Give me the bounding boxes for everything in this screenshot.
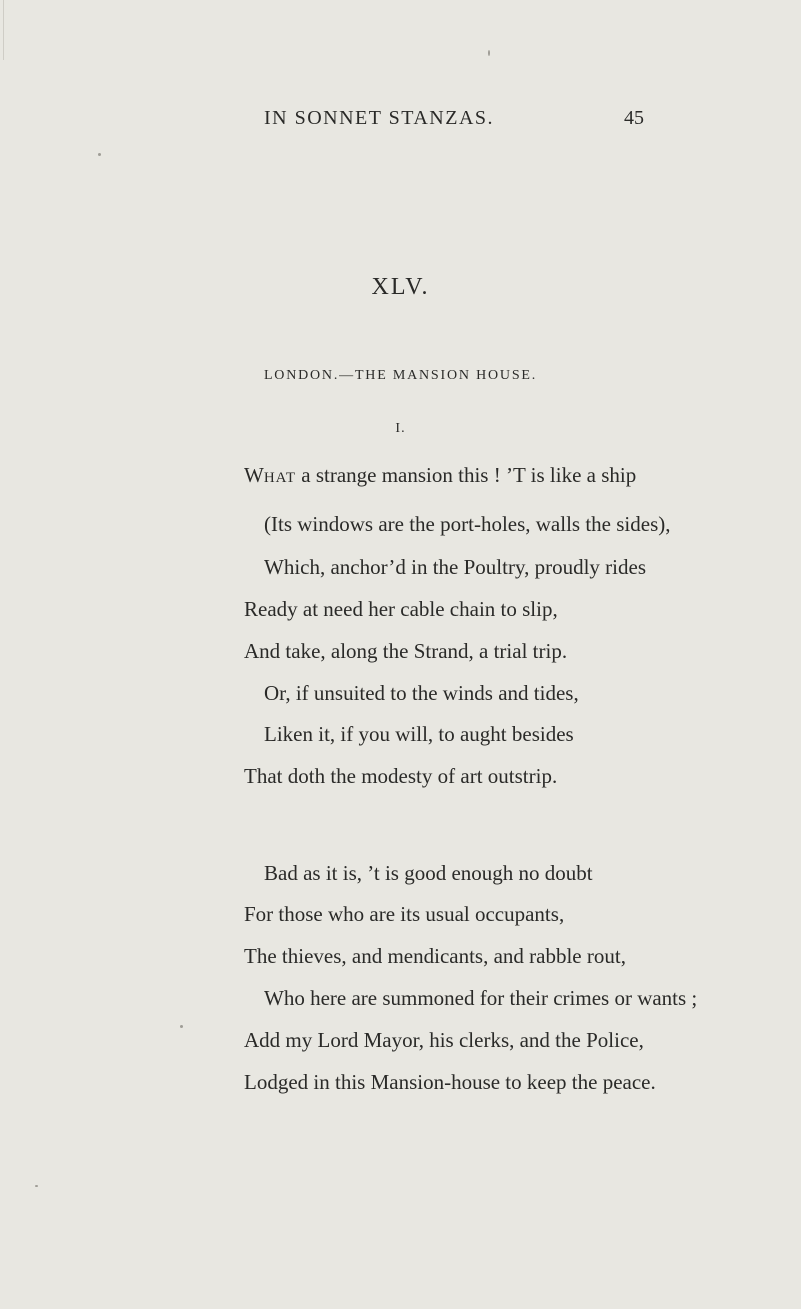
poem-line-3: Which, anchor’d in the Poultry, proudly rides: [264, 555, 646, 579]
running-head: [0, 107, 801, 137]
poem-line-5: And take, along the Strand, a trial trip.: [244, 639, 568, 663]
poem-line-6: Or, if unsuited to the winds and tides,: [264, 681, 579, 705]
smallcap-word: HAT: [263, 470, 296, 486]
paper-speck: [180, 1025, 183, 1028]
running-title: IN SONNET STANZAS.: [264, 107, 495, 129]
paper-speck: [488, 50, 490, 56]
sonnet-title: LONDON.—THE MANSION HOUSE.: [263, 368, 538, 383]
poem-line-2: (Its windows are the port-holes, walls the sides),: [264, 512, 671, 536]
poem-line-14: Lodged in this Mansion-house to keep the peace.: [244, 1070, 656, 1094]
paper-speck: [35, 1185, 38, 1187]
page-number: 45: [624, 107, 644, 129]
poem-line-1: [244, 463, 636, 488]
poem-line-8: That doth the modesty of art outstrip.: [244, 764, 558, 788]
drop-initial: W: [244, 463, 264, 487]
first-line-rest: a strange mansion this ! ’T is like a ship: [296, 463, 637, 487]
poem-line-12: Who here are summoned for their crimes or wants ;: [264, 986, 698, 1010]
page-edge-line: [3, 0, 4, 60]
part-number: I.: [395, 421, 406, 436]
sonnet-number: XLV.: [371, 274, 430, 300]
paper-speck: [98, 153, 101, 156]
poem-line-4: Ready at need her cable chain to slip,: [244, 597, 558, 621]
poem-line-11: The thieves, and mendicants, and rabble rout,: [244, 944, 626, 968]
poem-line-10: For those who are its usual occupants,: [244, 902, 565, 926]
poem-line-13: Add my Lord Mayor, his clerks, and the Police,: [244, 1028, 644, 1052]
poem-line-9: Bad as it is, ’t is good enough no doubt: [264, 861, 593, 885]
poem-line-7: Liken it, if you will, to aught besides: [264, 722, 574, 746]
